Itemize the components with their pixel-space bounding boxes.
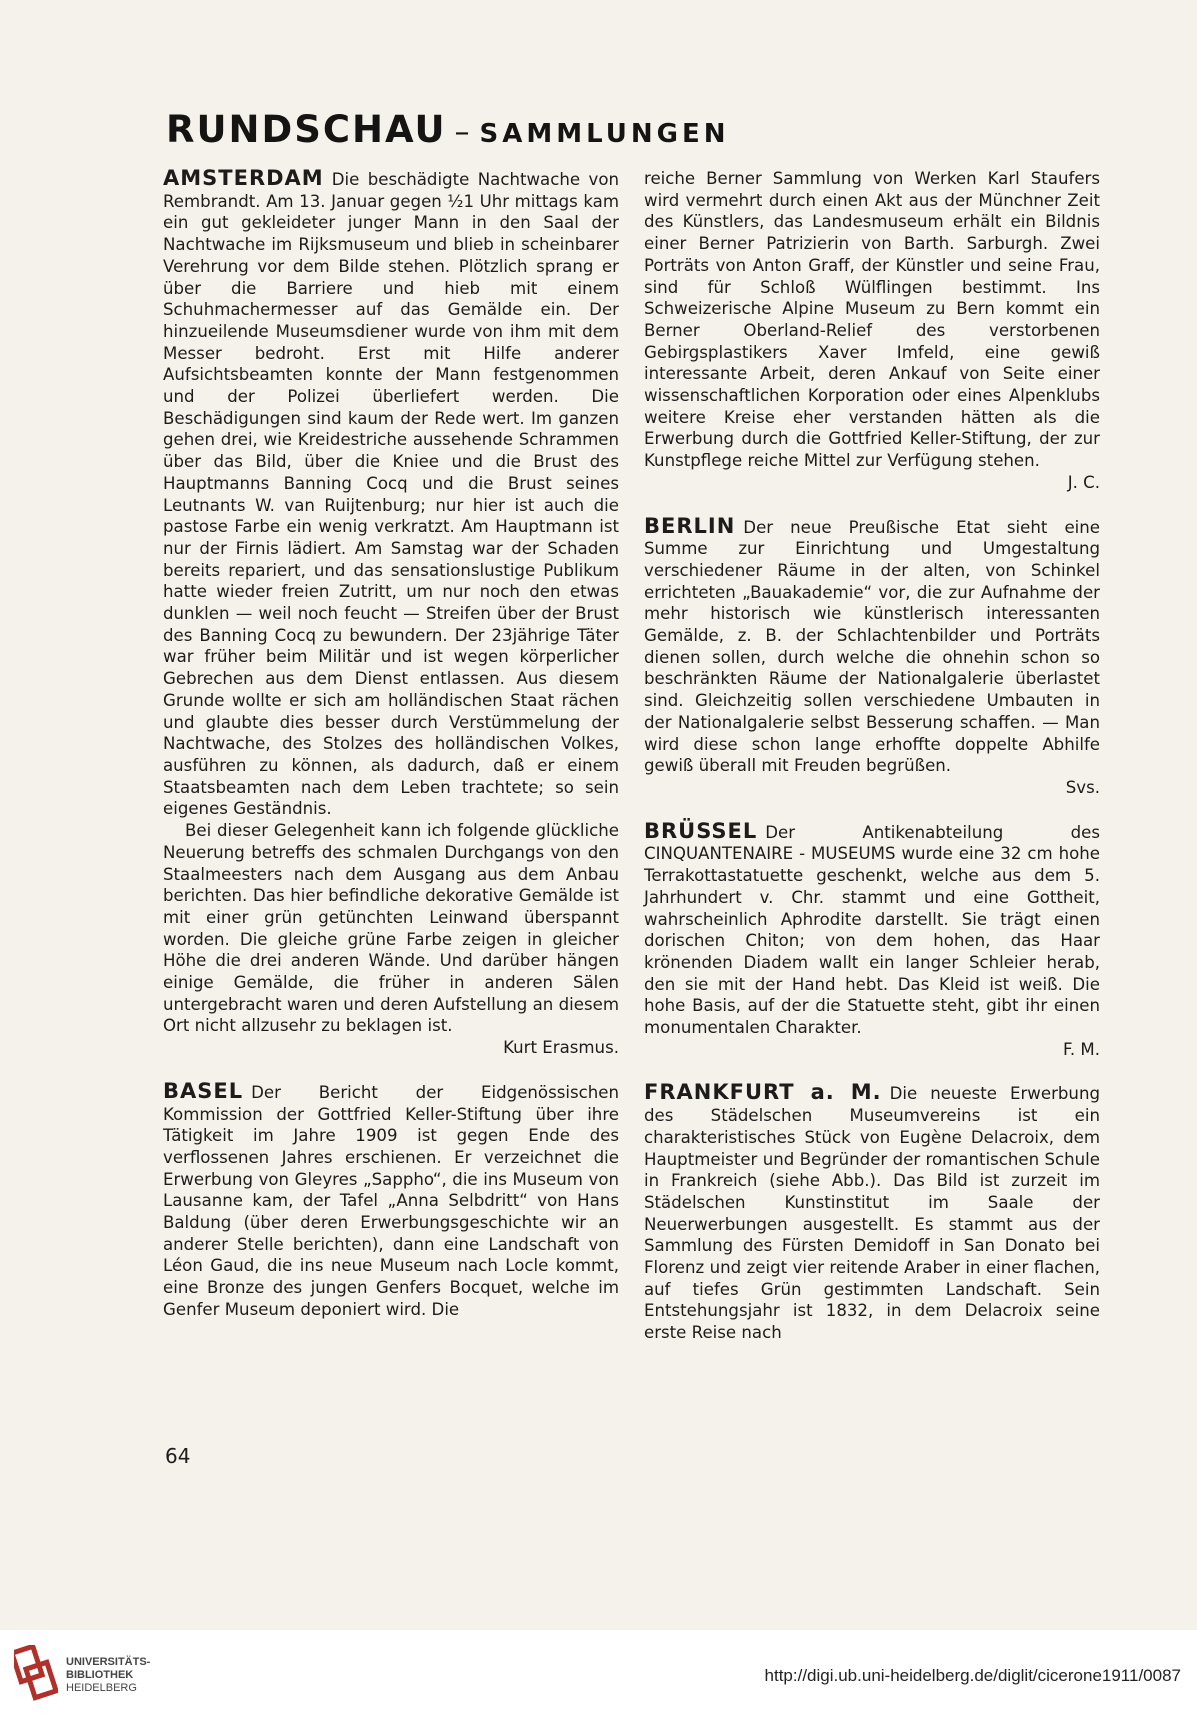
basel-para-1 (163, 1078, 619, 1321)
section-basel-continued (644, 168, 1100, 494)
frankfurt-text: Die neueste Erwerbung des Städelschen Museumvereins ist ein charakteristisches Stück von Eugène Delacroix, dem Hauptmeister und Begründer der romantischen Schule in Frankreich (siehe Abb.). Das Bild ist zurzeit im Städelschen Kunstinstitut im Saale der Neuerwerbungen ausgestellt. Es stammt aus der Sammlung des Fürsten Demidoff in San Donato bei Florenz und zeigt vier reitende Araber in einer flachen, auf tiefes Grün gestimmten Landschaft. Sein Entstehungsjahr ist 1832, in dem Delacroix seine erste Reise nach (644, 1084, 1100, 1343)
frankfurt-para (644, 1082, 1100, 1343)
basel-signature: J. C. (1067, 472, 1100, 492)
library-name (66, 1656, 150, 1695)
amsterdam-signature: Kurt Erasmus. (503, 1038, 619, 1058)
amsterdam-text-2: Bei dieser Gelegenheit kann ich folgende glückliche Neuerung betreffs des schmalen Durchgangs von den Staalmeesters nach dem Ausgang aus dem Anbau berichten. Das hier befindliche dekorative Gemälde ist mit einer grün getünchten Leinwand überspannt worden. Die gleiche grüne Farbe zeigen in gleicher Höhe die drei anderen Wände. Und darüber hängen einige Gemälde, die früher in anderen Sälen untergebracht waren und deren Aufstellung an diesem Ort nicht allzusehr zu beklagen ist. (163, 821, 619, 1036)
frankfurt-heading: FRANKFURT a. M. (644, 1080, 882, 1105)
title-sub: SAMMLUNGEN (479, 119, 730, 149)
bruessel-para (644, 818, 1100, 1039)
section-basel (163, 1078, 619, 1321)
berlin-heading: BERLIN (644, 513, 736, 538)
page-number: 64 (165, 1444, 191, 1468)
amsterdam-para-1 (163, 168, 619, 820)
berlin-signature: Svs. (1065, 777, 1100, 797)
left-column (163, 168, 619, 1343)
title-dash: – (454, 115, 472, 150)
right-column (644, 168, 1100, 1366)
library-line-1: UNIVERSITÄTS- (66, 1656, 151, 1668)
basel-text-1: Der Bericht der Eidgenössischen Kommission der Gottfried Keller-Stiftung über ihre Tätigkeit im Jahre 1909 ist gegen Ende des verflossenen Jahres erschienen. Er verzeichnet die Erwerbung von Gleyres „Sappho“, die ins Museum von Lausanne kam, der Tafel „Anna Selbdritt“ von Hans Baldung (über deren Erwerbungsgeschichte wir an anderer Stelle berichten), dann eine Landschaft von Léon Gaud, die ins neue Museum nach Locle kommt, eine Bronze des jungen Genfers Bocquet, welche im Genfer Museum deponiert wird. Die (163, 1082, 619, 1319)
berlin-para (644, 513, 1100, 777)
section-bruessel (644, 818, 1100, 1061)
basel-cont-para: reiche Berner Sammlung von Werken Karl Staufers wird vermehrt durch einen Akt aus der Münchner Zeit des Künstlers, das Landesmuseum erhält ein Bildnis einer Berner Patrizierin von Barth. Sarburgh. Zwei Porträts von Anton Graff, der Künstler und seine Frau, sind für Schloß Wülflingen bestimmt. Ins Schweizerische Alpine Museum zu Bern kommt ein Berner Oberland-Relief des verstorbenen Gebirgsplastikers Xaver Imfeld, eine gewiß interessante Arbeit, deren Ankauf von Seite einer wissenschaftlichen Korporation oder eines Alpenklubs weitere Kreise eher verstanden hätten als die Erwerbung durch die Gottfried Keller-Stiftung, der zur Kunstpflege reiche Mittel zur Verfügung stehen. (644, 169, 1100, 471)
section-amsterdam (163, 168, 619, 1059)
library-line-2: BIBLIOTHEK (66, 1669, 134, 1681)
amsterdam-heading: AMSTERDAM (163, 166, 324, 190)
amsterdam-text-1: Die beschädigte Nachtwache von Rembrandt. Am 13. Januar gegen ½1 Uhr mittags kam ein gut gekleideter junger Mann in den Saal der Nachtwache im Rijksmuseum und blieb in scheinbarer Verehrung vor dem Bilde stehen. Plötzlich sprang er über die Barriere und hieb mit einem Schuhmachermesser auf das Gemälde ein. Der hinzueilende Museumsdiener wurde von ihm mit dem Messer bedroht. Erst mit Hilfe anderer Aufsichtsbeamten konnte der Mann festgenommen und der Polizei überliefert werden. Die Beschädigungen sind kaum der Rede wert. Im ganzen gehen drei, wie Kreidestriche aussehende Schrammen über das Bild, über die Kniee und die Brust des Hauptmanns Banning Cocq und die Brust seines Leutnants W. van Ruijtenburg; nur hier ist auch die pastose Farbe ein wenig verkratzt. Am Hauptmann ist nur der Firnis lädiert. Am Samstag war der Schaden bereits repariert, und das sensationslustige Publikum hatte wieder freien Zutritt, um nur noch den etwas dunklen — weil noch feucht — Streifen über der Brust des Banning Cocq zu bewundern. Der 23jährige Täter war früher beim Militär und ist wegen körperlicher Gebrechen aus dem Dienst entlassen. Aus diesem Grunde wollte er sich am holländischen Staat rächen und glaubte dies besser durch Verstümmelung der Nachtwache, des Stolzes des holländischen Volkes, ausführen zu können, als dadurch, daß er einem Staatsbeamten nach dem Leben trachtete; so sein eigenes Geständnis. (163, 170, 619, 819)
title-main: RUNDSCHAU (166, 108, 447, 151)
bruessel-heading: BRÜSSEL (644, 818, 758, 843)
ub-heidelberg-logo-icon (14, 1645, 58, 1705)
berlin-text: Der neue Preußische Etat sieht eine Summe zur Einrichtung und Umgestaltung verschiedener Räume in der alten, von Schinkel errichteten „Bauakademie“ vor, die zur Aufnahme der mehr historisch wie künstlerisch interessanten Gemälde, z. B. der Schlachtenbilder und Porträts dienen sollen, durch welche die ohnehin schon so beschränkten Räume der Nationalgalerie überlastet sind. Gleichzeitig sollen verschiedene Umbauten in der Nationalgalerie selbst Besserung schaffen. — Man wird diese schon lange erhoffte doppelte Abhilfe gewiß überall mit Freuden begrüßen. (644, 517, 1100, 776)
library-line-3: HEIDELBERG (66, 1682, 137, 1694)
bruessel-text: Der Antikenabteilung des CINQUANTENAIRE - MUSEUMS wurde eine 32 cm hohe Terrakottastatuette geschenkt, welche aus dem 5. Jahrhundert v. Chr. stammt und eine Gottheit, wahrscheinlich Aphrodite darstellt. Sie trägt einen dorischen Chiton; von dem hohen, das Haar krönenden Diadem wallt ein langer Schleier herab, den sie mit der Hand hebt. Das Kleid ist weiß. Die hohe Basis, auf der die Statuette steht, gibt ihr einen monumentalen Charakter. (644, 822, 1100, 1038)
bruessel-signature: F. M. (1062, 1039, 1100, 1059)
basel-heading: BASEL (163, 1078, 244, 1103)
source-url-link[interactable]: http://digi.ub.uni-heidelberg.de/diglit/cicerone1911/0087 (764, 1666, 1181, 1685)
section-frankfurt (644, 1082, 1100, 1343)
page-title (166, 108, 730, 151)
section-berlin (644, 513, 1100, 799)
amsterdam-para-2 (163, 820, 619, 1037)
